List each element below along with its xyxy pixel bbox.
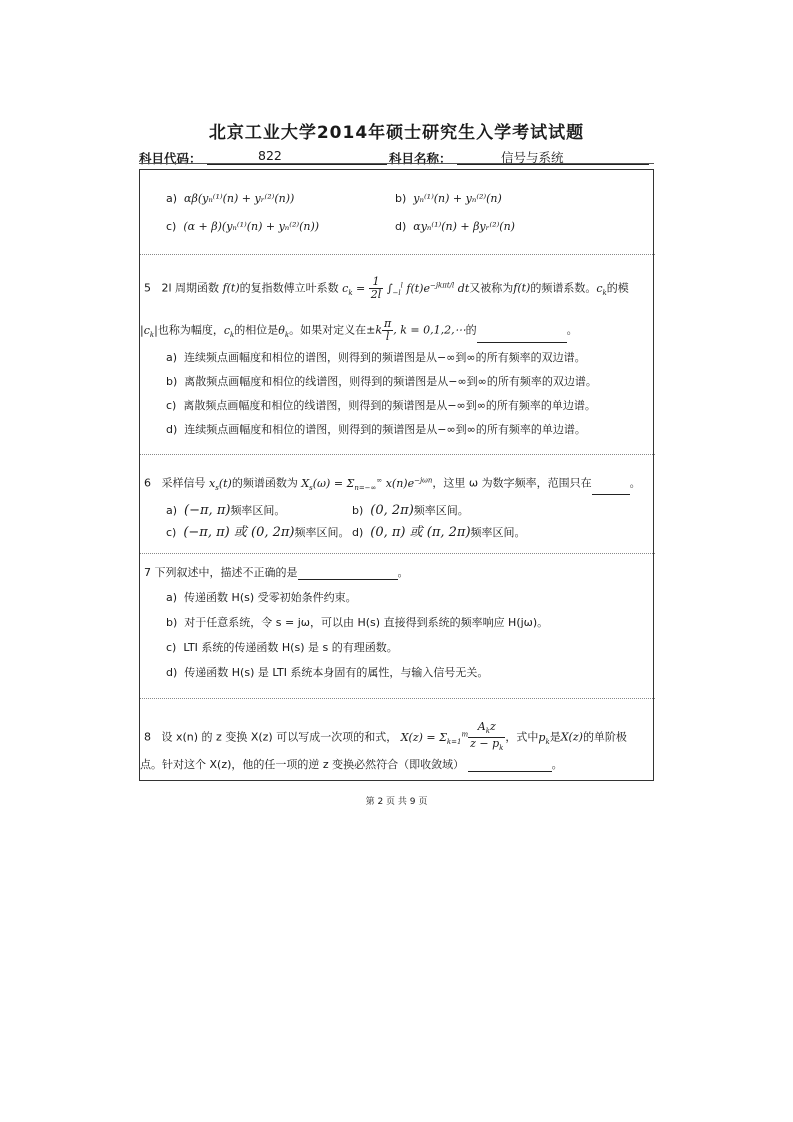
q4-option-d: d) αyₙ⁽¹⁾(n) + βyᵣ⁽²⁾(n) — [395, 220, 515, 233]
q6-option-d: d) (0, π) 或 (π, 2π)频率区间。 — [352, 525, 526, 540]
q8-stem-line1: 8 设 x(n) 的 z 变换 X(z) 可以写成一次项的和式， $X(z) = \Sigma_{k=1}^m$ $\frac{A_kz}{z - p_k}$ ，式中$p_k$是X(z)的单阶极 — [144, 720, 627, 753]
q7-number: 7 — [144, 566, 151, 579]
subject-name-label: 科目名称： — [389, 151, 452, 166]
q6-option-b: b) (0, 2π)频率区间。 — [352, 503, 469, 518]
q5-option-a: a) 连续频点画幅度和相位的谱图，则得到的频谱图是从−∞到∞的所有频率的双边谱。 — [166, 351, 586, 364]
q7-option-b: b) 对于任意系统，令 s = jω，可以由 H(s) 直接得到系统的频率响应 H(jω)。 — [166, 616, 549, 629]
subject-line — [139, 147, 649, 167]
q5-option-c: c) 离散频点画幅度和相位的线谱图，则得到的频谱图是从−∞到∞的所有频率的单边谱。 — [166, 399, 596, 412]
q7-option-a: a) 传递函数 H(s) 受零初始条件约束。 — [166, 591, 357, 604]
exam-title: 北京工业大学2014年硕士研究生入学考试试题 — [208, 123, 585, 143]
subject-code-label: 科目代码： — [139, 151, 202, 166]
q5-option-b: b) 离散频点画幅度和相位的线谱图，则得到的频谱图是从−∞到∞的所有频率的双边谱。 — [166, 375, 597, 388]
subject-name-value: 信号与系统 — [501, 150, 564, 165]
q4-option-b: b) yₙ⁽¹⁾(n) + yₙ⁽²⁾(n) — [395, 192, 502, 205]
subject-code-value: 822 — [258, 148, 282, 163]
q6-option-a: a) (−π, π)频率区间。 — [166, 503, 286, 518]
q5-stem-line2: $|c_k|$也称为幅度，$c_k$的相位是$\theta_k$。如果对定义在±k $\frac{\pi}{l}$ , k = 0,1,2,⋯的 。 — [140, 317, 578, 343]
q4-option-a: a) αβ(yₙ⁽¹⁾(n) + yᵣ⁽²⁾(n)) — [166, 192, 295, 205]
q6-option-c: c) (−π, π) 或 (0, 2π)频率区间。 — [166, 525, 350, 540]
q5-number: 5 — [144, 281, 151, 295]
q6-number: 6 — [144, 476, 151, 490]
page-footer: 第 2 页 共 9 页 — [365, 797, 428, 807]
q5-option-d: d) 连续频点画幅度和相位的谱图，则得到的频谱图是从−∞到∞的所有频率的单边谱。 — [166, 423, 586, 436]
q5-stem-line1: 5 2l 周期函数 f(t)的复指数傅立叶系数 $c_k$ = $\frac{1}{2l}$ $\int_{-l}^l$ $f(t)e^{-jk\pi t/l}$ dt又被称为f(t)的频谱系数。$c_k$的模 — [144, 275, 629, 301]
q6-stem: 6 采样信号 $x_s(t)$的频谱函数为 $X_s(\omega) = \Sigma_{n=-\infty}^\infty$ $x(n)e^{-j\omega n}$，这里 ω 为数字频率，范围只在 。 — [144, 473, 641, 495]
q4-option-c: c) (α + β)(yₙ⁽¹⁾(n) + yₙ⁽²⁾(n)) — [166, 220, 320, 233]
q7-option-c: c) LTI 系统的传递函数 H(s) 是 s 的有理函数。 — [166, 641, 398, 654]
q8-number: 8 — [144, 730, 151, 744]
q8-stem-line2: 点。针对这个 X(z)，他的任一项的逆 z 变换必然符合（即收敛域） 。 — [140, 758, 563, 771]
q7-option-d: d) 传递函数 H(s) 是 LTI 系统本身固有的属性，与输入信号无关。 — [166, 666, 489, 679]
question-frame — [139, 169, 654, 781]
q7-stem: 7 下列叙述中，描述不正确的是 。 — [144, 566, 409, 579]
